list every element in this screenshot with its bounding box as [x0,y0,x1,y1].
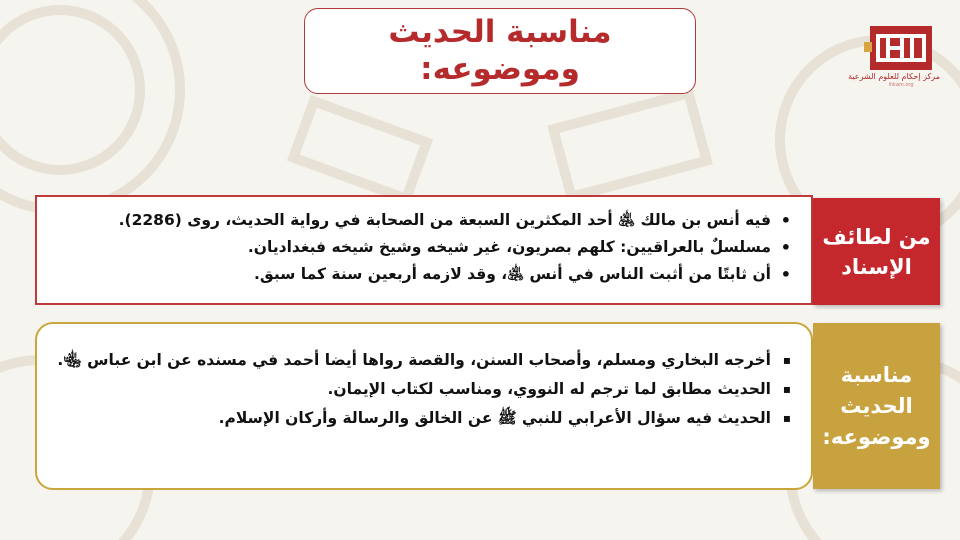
logo-tagline: ihkam.org [888,82,914,88]
page-title-line2: وموضوعه: [420,51,580,87]
hadith-topic-label-line3: وموضوعه: [822,424,931,449]
isnad-label-line1: من لطائف [822,224,931,249]
list-item: ▪ الحديث فيه سؤال الأعرابي للنبي ﷺ عن الخالق والرسالة وأركان الإسلام. [45,404,799,433]
isnad-list [45,207,799,288]
list-item: • أن ثابتًا من أثبت الناس في أنس ﵁، وقد لازمه أربعين سنة كما سبق. [45,261,799,288]
list-item: ▪ أخرجه البخاري ومسلم، وأصحاب السنن، والقصة رواها أيضا أحمد في مسنده عن ابن عباس ﵄. [45,346,799,375]
isnad-card [35,195,813,305]
list-item: ▪ الحديث مطابق لما ترجم له النووي، ومناسب لكتاب الإيمان. [45,375,799,404]
isnad-label-line2: الإسناد [841,254,912,279]
list-item: • مسلسلٌ بالعراقيين: كلهم بصريون، غير شيخه وشيخ شيخه فبغداديان. [45,234,799,261]
logo-subtitle: مركز إحكام للعلوم الشرعية [848,72,940,81]
hadith-topic-card [35,322,813,490]
hadith-topic-label-line2: الحديث [840,393,913,418]
hadith-topic-label-line1: مناسبة [840,362,913,387]
page-title [304,8,696,94]
isnad-label [813,198,940,305]
page-title-line1: مناسبة الحديث [388,14,612,50]
list-item: • فيه أنس بن مالك ﵁ أحد المكثرين السبعة من الصحابة في رواية الحديث، روى (2286). [45,207,799,234]
hadith-topic-label [813,323,940,489]
hadith-topic-list [45,346,799,433]
